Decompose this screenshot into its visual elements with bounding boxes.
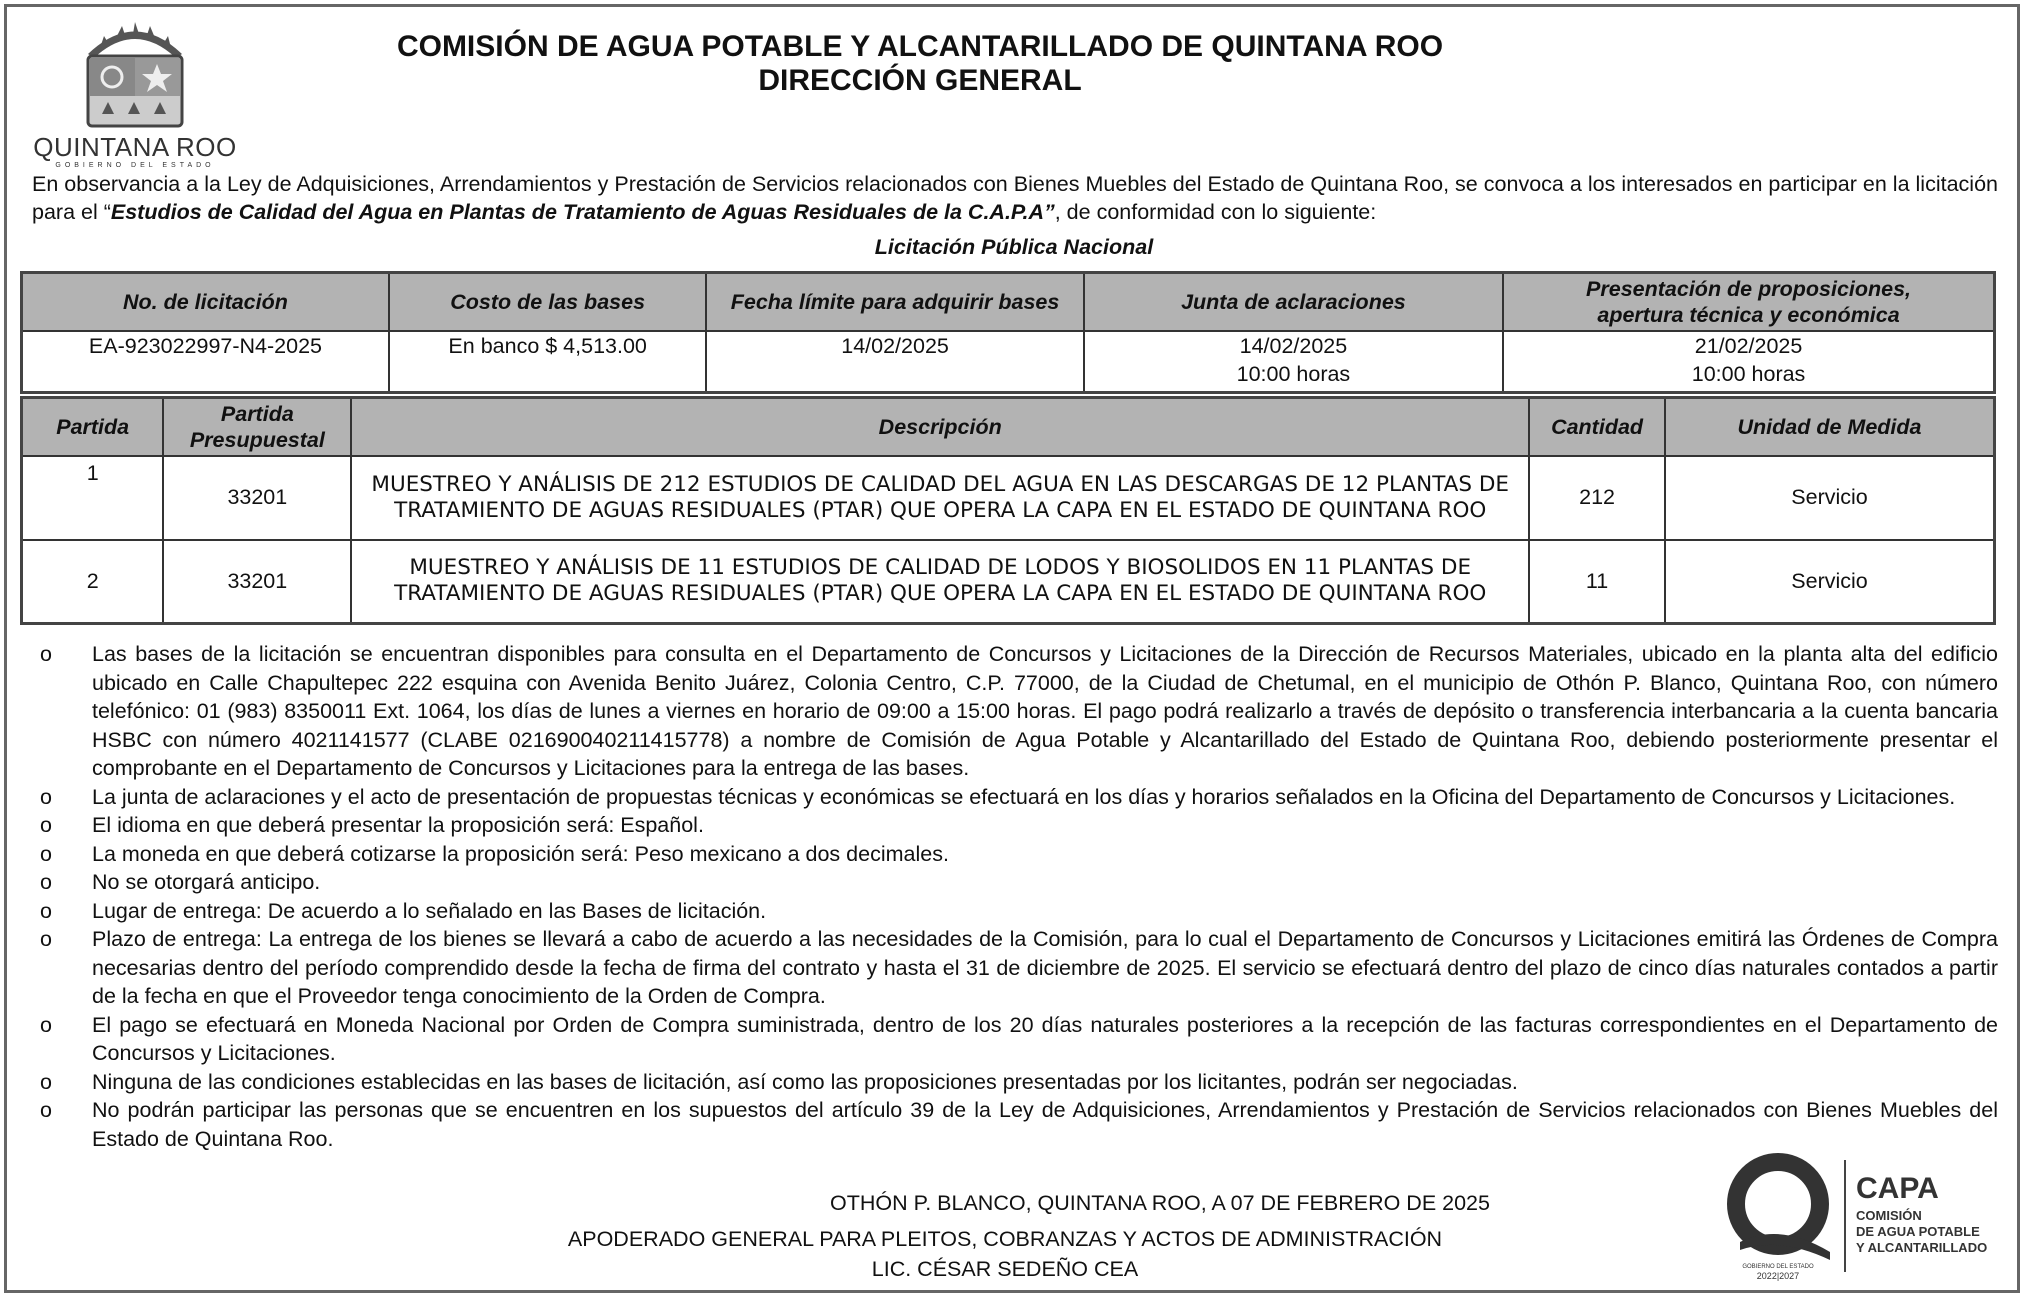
row1-presupuestal: 33201 [163, 456, 351, 540]
header-presentacion: Presentación de proposiciones, apertura técnica y económica [1503, 273, 1994, 331]
list-item [32, 1011, 1998, 1068]
intro-paragraph [32, 170, 1998, 226]
header-partida-presupuestal: Partida Presupuestal [163, 398, 351, 456]
condition-text: No se otorgará anticipo. [92, 870, 321, 894]
condition-text: El idioma en que deberá presentar la proposición será: Español. [92, 813, 704, 837]
gov-text: GOBIERNO DEL ESTADO [1742, 1264, 1814, 1270]
list-item [32, 868, 1998, 897]
page-subtitle: DIRECCIÓN GENERAL [758, 64, 1082, 97]
table-row [22, 540, 1995, 624]
presentacion-hora: 10:00 horas [1691, 361, 1806, 386]
tender-info-table [20, 271, 1996, 394]
header-no-licitacion: No. de licitación [22, 273, 389, 331]
row2-unidad: Servicio [1665, 540, 1994, 624]
bullet-icon: o [40, 642, 52, 666]
row2-cantidad: 11 [1529, 540, 1665, 624]
condition-text: No podrán participar las personas que se encuentren en los supuestos del artículo 39 de la Ley de Adquisiciones, Arrendamientos y Prestación de Servicios relacionados con Bienes Muebles del Estado de Quintana Roo. [92, 1098, 1998, 1151]
cell-presentacion [1503, 331, 1994, 393]
list-item [32, 1096, 1998, 1153]
header-unidad: Unidad de Medida [1665, 398, 1994, 456]
intro-text-before: En observancia a la Ley de Adquisiciones, Arrendamientos y Prestación de Servicios relacionados con Bienes Muebles del Estado de Quintana Roo, se convoca a los interesados en participar en la licitación para el “ [32, 172, 1998, 224]
signer-role: APODERADO GENERAL PARA PLEITOS, COBRANZAS Y ACTOS DE ADMINISTRACIÓN [567, 1227, 1443, 1251]
bullet-icon: o [40, 813, 52, 837]
tender-type: Licitación Pública Nacional [874, 235, 1154, 259]
capa-line1: COMISIÓN [1856, 1208, 1922, 1223]
junta-hora: 10:00 horas [1236, 361, 1351, 386]
presentacion-fecha: 21/02/2025 [1694, 333, 1803, 358]
bullet-icon: o [40, 784, 52, 809]
header-partida: Partida [22, 398, 164, 456]
conditions-list [32, 640, 1998, 1153]
signer-name: LIC. CÉSAR SEDEÑO CEA [871, 1257, 1139, 1281]
row2-presupuestal: 33201 [163, 540, 351, 624]
capa-line3: Y ALCANTARILLADO [1856, 1240, 1988, 1255]
list-item [32, 925, 1998, 1011]
row2-descripcion: MUESTREO Y ANÁLISIS DE 11 ESTUDIOS DE CALIDAD DE LODOS Y BIOSOLIDOS EN 11 PLANTAS DE TRATAMIENTO DE AGUAS RESIDUALES (PTAR) QUE OPERA LA CAPA EN EL ESTADO DE QUINTANA ROO [351, 540, 1529, 624]
row1-cantidad: 212 [1529, 456, 1665, 540]
header-junta: Junta de aclaraciones [1084, 273, 1503, 331]
row1-descripcion: MUESTREO Y ANÁLISIS DE 212 ESTUDIOS DE CALIDAD DEL AGUA EN LAS DESCARGAS DE 12 PLANTAS DE TRATAMIENTO DE AGUAS RESIDUALES (PTAR) QUE OPERA LA CAPA EN EL ESTADO DE QUINTANA ROO [351, 456, 1529, 540]
gov-period: 2022|2027 [1756, 1271, 1800, 1281]
header-costo-bases: Costo de las bases [389, 273, 706, 331]
bullet-icon: o [40, 870, 52, 894]
quintana-roo-logo [30, 14, 240, 169]
bullet-icon: o [40, 1012, 52, 1037]
logo-subtext: GOBIERNO DEL ESTADO [55, 162, 215, 169]
junta-fecha: 14/02/2025 [1239, 333, 1348, 358]
capa-q-icon [1720, 1152, 1840, 1282]
condition-text: Ninguna de las condiciones establecidas en las bases de licitación, así como las proposiciones presentadas por los licitantes, podrán ser negociadas. [92, 1069, 1518, 1094]
coat-of-arms-icon [30, 14, 240, 132]
page-title: COMISIÓN DE AGUA POTABLE Y ALCANTARILLADO DE QUINTANA ROO [396, 30, 1444, 63]
list-item [32, 811, 1998, 840]
bullet-icon: o [40, 898, 52, 923]
list-item [32, 897, 1998, 926]
logo-text: QUINTANA ROO [33, 132, 237, 162]
bullet-icon: o [40, 841, 52, 866]
intro-text-after: , de conformidad con lo siguiente: [1054, 200, 1377, 224]
project-name: Estudios de Calidad del Agua en Plantas de Tratamiento de Aguas Residuales de la C.A.P.A” [110, 200, 1055, 224]
condition-text: Las bases de la licitación se encuentran disponibles para consulta en el Departamento de Concursos y Licitaciones de la Dirección de Recursos Materiales, ubicado en la planta alta del edificio ubicado en Calle Chapultepec 222 esquina con Avenida Benito Juárez, Colonia Centro, C.P. 77000, de la Ciudad de Chetumal, en el municipio de Othón P. Blanco, Quintana Roo, con número telefónico: 01 (983) 8350011 Ext. 1064, los días de lunes a viernes en horario de 09:00 a 15:00 horas. El pago podrá realizarlo a través de depósito o transferencia interbancaria a la cuenta bancaria HSBC con número 4021141577 (CLABE 021690040211415778) a nombre de Comisión de Agua Potable y Alcantarillado del Estado de Quintana Roo, debiendo posteriormente presentar el comprobante en el Departamento de Concursos y Licitaciones para la entrega de las bases. [92, 642, 1998, 780]
header-fecha-limite: Fecha límite para adquirir bases [706, 273, 1083, 331]
items-table [20, 396, 1996, 625]
capa-logo [1720, 1152, 2020, 1282]
bullet-icon: o [40, 927, 52, 951]
cell-numero: EA-923022997-N4-2025 [22, 331, 389, 393]
cell-costo: En banco $ 4,513.00 [389, 331, 706, 393]
cell-junta [1084, 331, 1503, 393]
cell-fecha-limite: 14/02/2025 [706, 331, 1083, 393]
condition-text: El pago se efectuará en Moneda Nacional por Orden de Compra suministrada, dentro de los 20 días naturales posteriores a la recepción de las facturas correspondientes en el Departamento de Concursos y Licitaciones. [92, 1012, 1998, 1065]
condition-text: La moneda en que deberá cotizarse la proposición será: Peso mexicano a dos decimales. [92, 841, 949, 866]
capa-acronym: CAPA [1856, 1172, 1939, 1205]
list-item [32, 840, 1998, 869]
list-item [32, 783, 1998, 812]
row1-partida: 1 [22, 456, 164, 540]
condition-text: Plazo de entrega: La entrega de los bienes se llevará a cabo de acuerdo a las necesidades de la Comisión, para lo cual el Departamento de Concursos y Licitaciones emitirá las Órdenes de Compra necesarias dentro del período comprendido desde la fecha de firma del contrato y hasta el 31 de diciembre de 2025. El servicio se efectuará dentro del plazo de cinco días naturales contados a partir de la fecha en que el Proveedor tenga conocimiento de la Orden de Compra. [92, 927, 1998, 1008]
row2-partida: 2 [22, 540, 164, 624]
header-descripcion: Descripción [351, 398, 1529, 456]
list-item [32, 1068, 1998, 1097]
condition-text: La junta de aclaraciones y el acto de presentación de propuestas técnicas y económicas se efectuará en los días y horarios señalados en la Oficina del Departamento de Concursos y Licitaciones. [92, 784, 1956, 809]
bullet-icon: o [40, 1098, 52, 1122]
place-date: OTHÓN P. BLANCO, QUINTANA ROO, A 07 DE FEBRERO DE 2025 [830, 1191, 1490, 1215]
capa-fullname [1856, 1208, 1987, 1256]
logo-divider [1844, 1160, 1846, 1272]
condition-text: Lugar de entrega: De acuerdo a lo señalado en las Bases de licitación. [92, 898, 767, 923]
list-item [32, 640, 1998, 783]
bullet-icon: o [40, 1069, 52, 1094]
row1-unidad: Servicio [1665, 456, 1994, 540]
table-row [22, 456, 1995, 540]
capa-line2: DE AGUA POTABLE [1856, 1224, 1980, 1239]
header-cantidad: Cantidad [1529, 398, 1665, 456]
